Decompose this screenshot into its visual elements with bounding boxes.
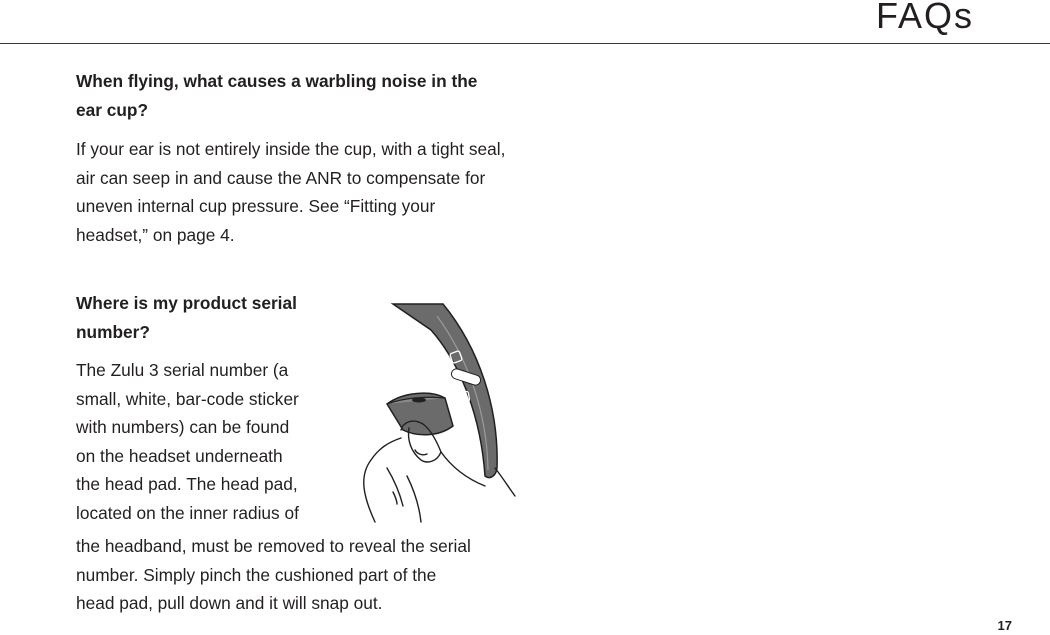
answer-line: small, white, bar-code sticker (76, 388, 299, 409)
section-title: FAQs (875, 0, 974, 36)
answer-line: head pad, pull down and it will snap out. (76, 593, 383, 614)
answer-line: on the headset underneath (76, 445, 283, 466)
faq-question-serial-number: Where is my product serial number? (76, 293, 297, 342)
faq-answer-serial-number-part-2 (76, 532, 516, 618)
answer-line: The Zulu 3 serial number (a (76, 360, 289, 380)
faq-question-warbling-noise: When flying, what causes a warbling noise in the ear cup? (76, 71, 478, 120)
answer-line: with numbers) can be found (76, 417, 290, 438)
answer-line: located on the inner radius of (76, 502, 299, 523)
answer-line: the head pad. The head pad, (76, 474, 298, 495)
headband-shape (393, 304, 497, 478)
headpad-removal-illustration (345, 300, 520, 525)
header-rule (0, 43, 1050, 44)
head-pad-hole (412, 398, 426, 403)
faq-answer-warbling-noise: If your ear is not entirely inside the cup, with a tight seal, air can seep in and cause the ANR to compensate for uneven internal cup pressure. See “Fitting your headset,” on page 4. (76, 139, 506, 245)
faq-answer-serial-number-part-1 (76, 356, 336, 528)
answer-line: the headband, must be removed to reveal the serial (76, 536, 471, 556)
answer-line: number. Simply pinch the cushioned part of the (76, 564, 437, 585)
page-number: 17 (997, 618, 1012, 633)
